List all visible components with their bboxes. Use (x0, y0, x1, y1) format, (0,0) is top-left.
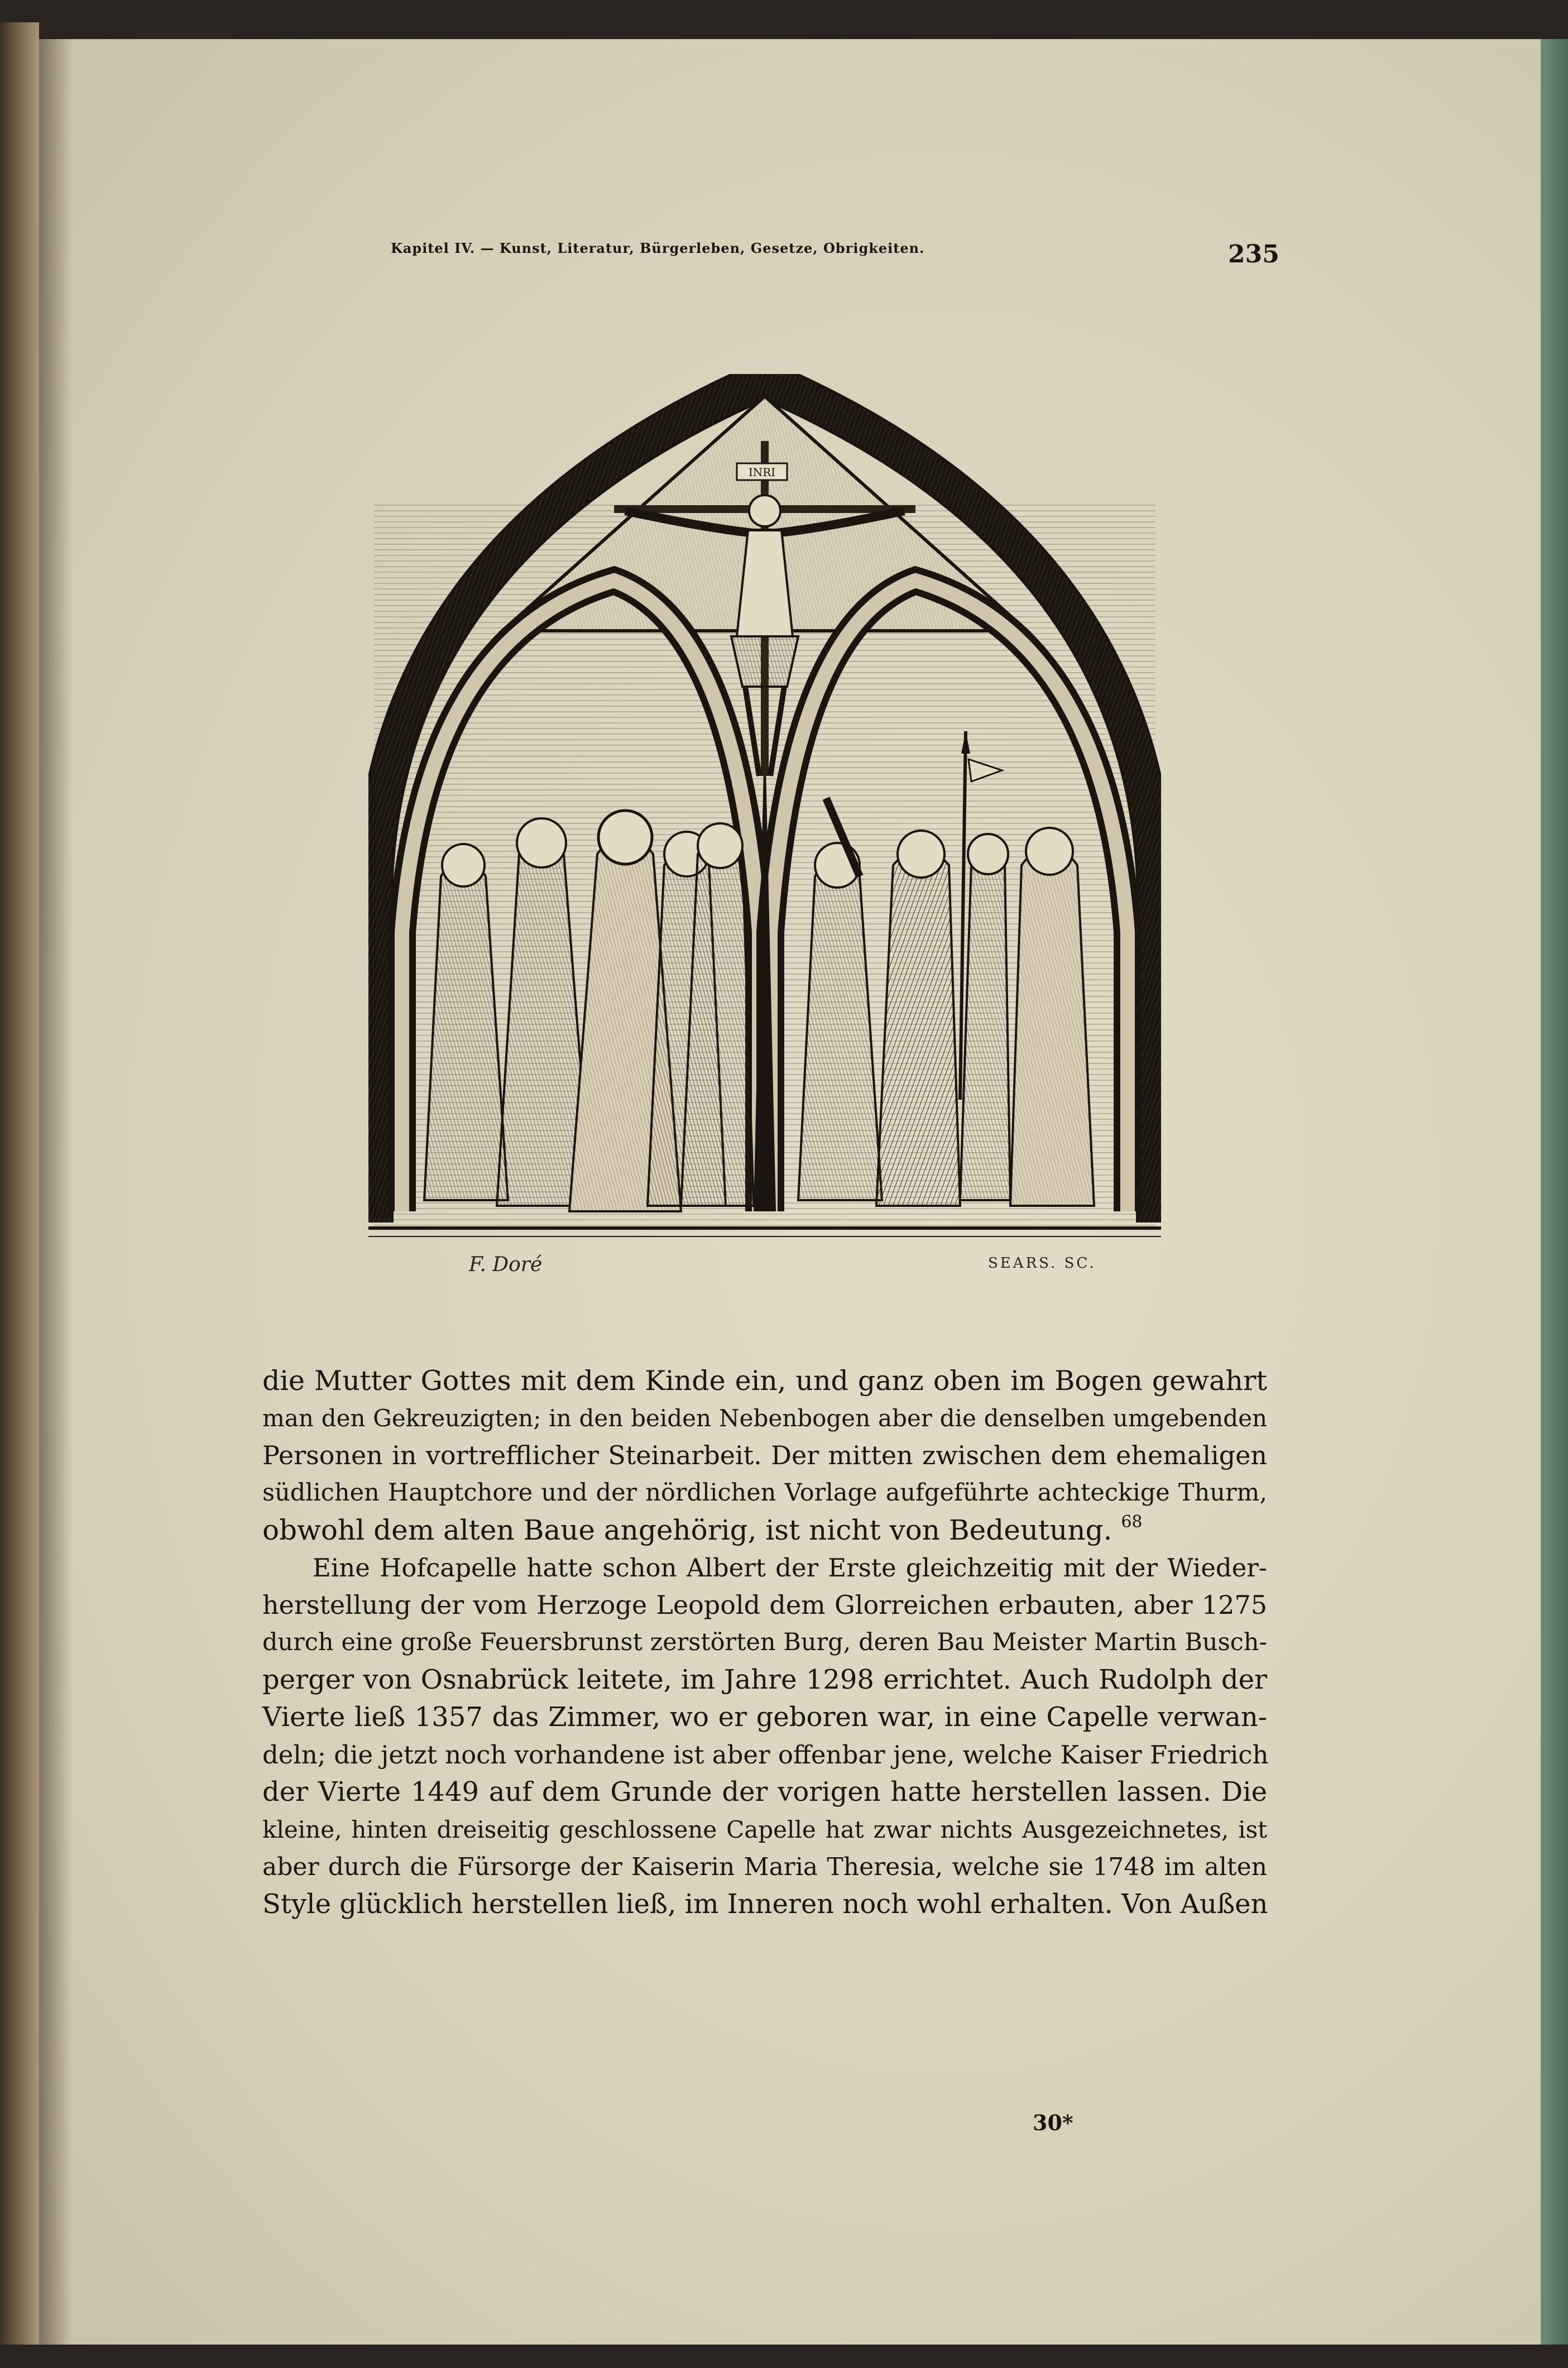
text-line: die Mutter Gottes mit dem Kinde ein, und ganz oben im Bogen gewahrt (262, 1365, 1267, 1397)
crucifixion-engraving (368, 374, 1161, 1256)
text-line: obwohl dem alten Baue angehörig, ist nicht von Bedeutung. (262, 1514, 1113, 1546)
engraver-signature-left: F. Doré (469, 1253, 543, 1276)
running-head: Kapitel IV. — Kunst, Literatur, Bürgerleben, Gesetze, Obrigkeiten. (391, 240, 925, 256)
text-line: Style glücklich herstellen ließ, im Inneren noch wohl erhalten. Von Außen (262, 1888, 1268, 1920)
text-line: Personen in vortrefflicher Steinarbeit. Der mitten zwischen dem ehemaligen (262, 1440, 1267, 1470)
footnote-reference: 68 (1121, 1512, 1143, 1532)
text-line: man den Gekreuzigten; in den beiden Nebenbogen aber die denselben umgebenden (262, 1404, 1267, 1432)
inri-label: INRI (748, 466, 776, 479)
text-line: herstellung der vom Herzoge Leopold dem Glorreichen erbauten, aber 1275 (262, 1590, 1267, 1620)
book-cover-edge (1541, 39, 1568, 2345)
text-line: kleine, hinten dreiseitig geschlossene Capelle hat zwar nichts Ausgezeichnetes, ist (262, 1816, 1267, 1843)
printer-signature-mark: 30* (1033, 2110, 1073, 2135)
paragraph-start-line: Eine Hofcapelle hatte schon Albert der Erste gleichzeitig mit der Wieder- (313, 1553, 1267, 1583)
text-line: perger von Osnabrück leitete, im Jahre 1298 errichtet. Auch Rudolph der (262, 1664, 1267, 1695)
body-text (262, 1362, 1267, 2093)
spine-shadow (39, 39, 73, 2345)
text-line: aber durch die Fürsorge der Kaiserin Maria Theresia, welche sie 1748 im alten (262, 1853, 1267, 1881)
text-line: der Vierte 1449 auf dem Grunde der vorigen hatte herstellen lassen. Die (262, 1776, 1267, 1808)
page-number: 235 (1228, 240, 1279, 269)
text-line-with-footnote (262, 1512, 1267, 1549)
previous-page-edge (0, 22, 39, 2345)
engraver-signature-right: SEARS. SC. (988, 1255, 1096, 1272)
text-line: südlichen Hauptchore und der nördlichen Vorlage aufgeführte achteckige Thurm, (262, 1479, 1267, 1507)
text-line: durch eine große Feuersbrunst zerstörten Burg, deren Bau Meister Martin Busch- (262, 1628, 1267, 1656)
text-line: Vierte ließ 1357 das Zimmer, wo er geboren war, in eine Capelle verwan- (262, 1701, 1267, 1733)
text-line: deln; die jetzt noch vorhandene ist aber offenbar jene, welche Kaiser Friedrich (262, 1740, 1269, 1770)
